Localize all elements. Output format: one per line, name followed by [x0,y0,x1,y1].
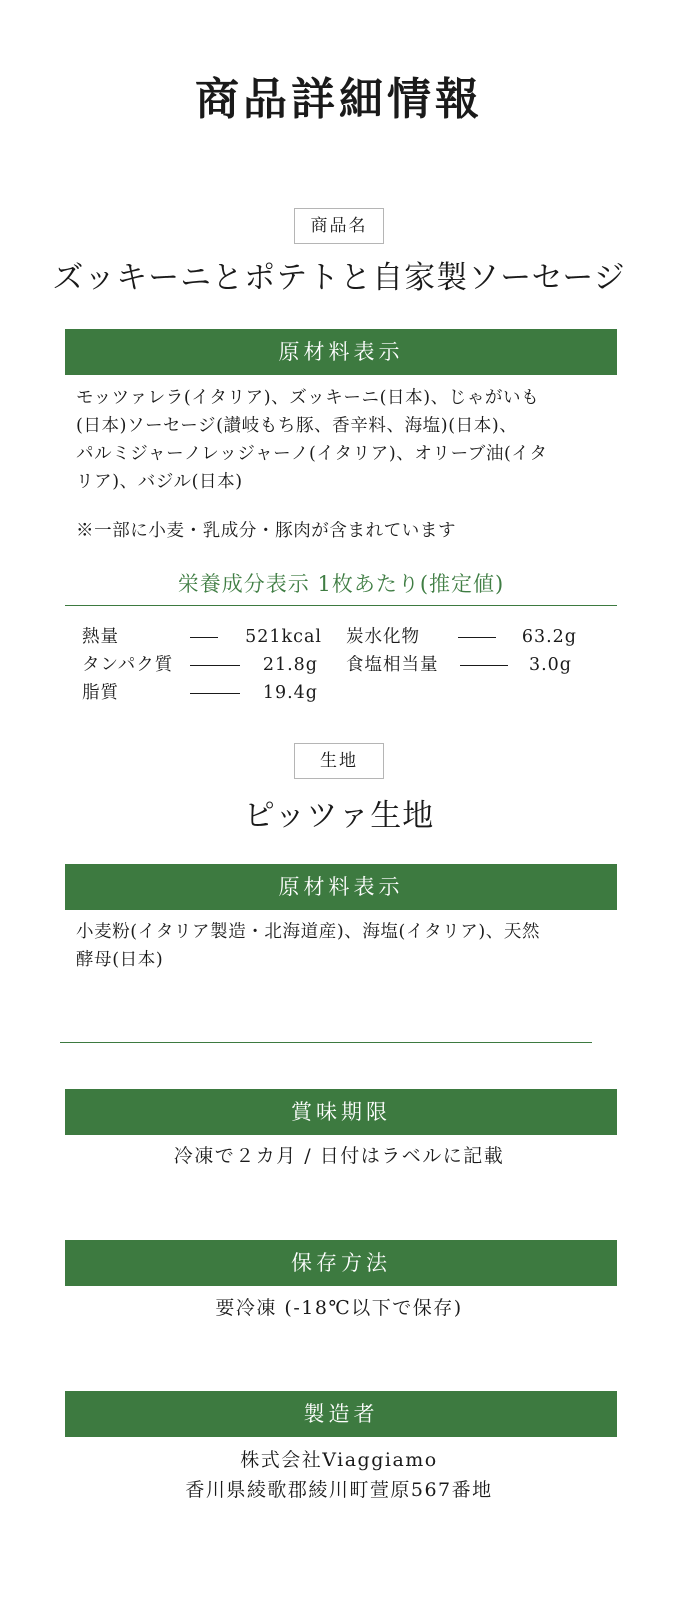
dough-ingredients-header: 原材料表示 [65,864,617,910]
nutrition-label-protein: タンパク質 [82,655,174,675]
allergen-note: ※一部に小麦・乳成分・豚肉が含まれています [76,521,457,541]
nutrition-divider [65,605,617,606]
product-name-tag: 商品名 [294,208,384,244]
product-name: ズッキーニとポテトと自家製ソーセージ [52,260,626,296]
nutrition-value-carbs: 63.2g [521,627,577,647]
leader-line [190,665,240,666]
leader-line [190,693,240,694]
section-divider [60,1042,592,1043]
ingredients-line: モッツァレラ(イタリア)、ズッキーニ(日本)、じゃがいも [76,388,540,408]
shelf-life-header: 賞味期限 [65,1089,617,1135]
nutrition-label-carbs: 炭水化物 [346,627,420,647]
nutrition-title: 栄養成分表示 1枚あたり(推定値) [177,572,505,596]
manufacturer-address: 香川県綾歌郡綾川町萱原567番地 [185,1479,493,1501]
ingredients-line: 酵母(日本) [76,950,164,970]
manufacturer-header: 製造者 [65,1391,617,1437]
nutrition-label-energy: 熱量 [82,627,119,647]
nutrition-label-salt: 食塩相当量 [346,655,439,675]
leader-line [190,637,218,638]
ingredients-line: 小麦粉(イタリア製造・北海道産)、海塩(イタリア)、天然 [76,922,541,942]
leader-line [458,637,496,638]
page-title: 商品詳細情報 [195,74,483,125]
dough-name: ピッツァ生地 [243,798,435,834]
product-ingredients-header: 原材料表示 [65,329,617,375]
product-ingredients-list [76,384,616,496]
leader-line [460,665,508,666]
dough-tag: 生地 [294,743,384,779]
dough-ingredients-list [76,918,616,974]
shelf-life-text: 冷凍で２カ月 / 日付はラベルに記載 [173,1145,505,1167]
storage-text: 要冷凍 (-18℃以下で保存) [215,1297,463,1319]
ingredients-line: リア)、バジル(日本) [76,472,243,492]
nutrition-value-fat: 19.4g [262,683,318,703]
manufacturer-name: 株式会社Viaggiamo [240,1449,438,1471]
nutrition-label-fat: 脂質 [82,683,119,703]
nutrition-value-salt: 3.0g [528,655,572,675]
storage-header: 保存方法 [65,1240,617,1286]
ingredients-line: パルミジャーノレッジャーノ(イタリア)、オリーブ油(イタ [76,444,548,464]
nutrition-value-protein: 21.8g [262,655,318,675]
nutrition-value-energy: 521kcal [245,627,322,647]
ingredients-line: (日本)ソーセージ(讃岐もち豚、香辛料、海塩)(日本)、 [76,416,518,436]
